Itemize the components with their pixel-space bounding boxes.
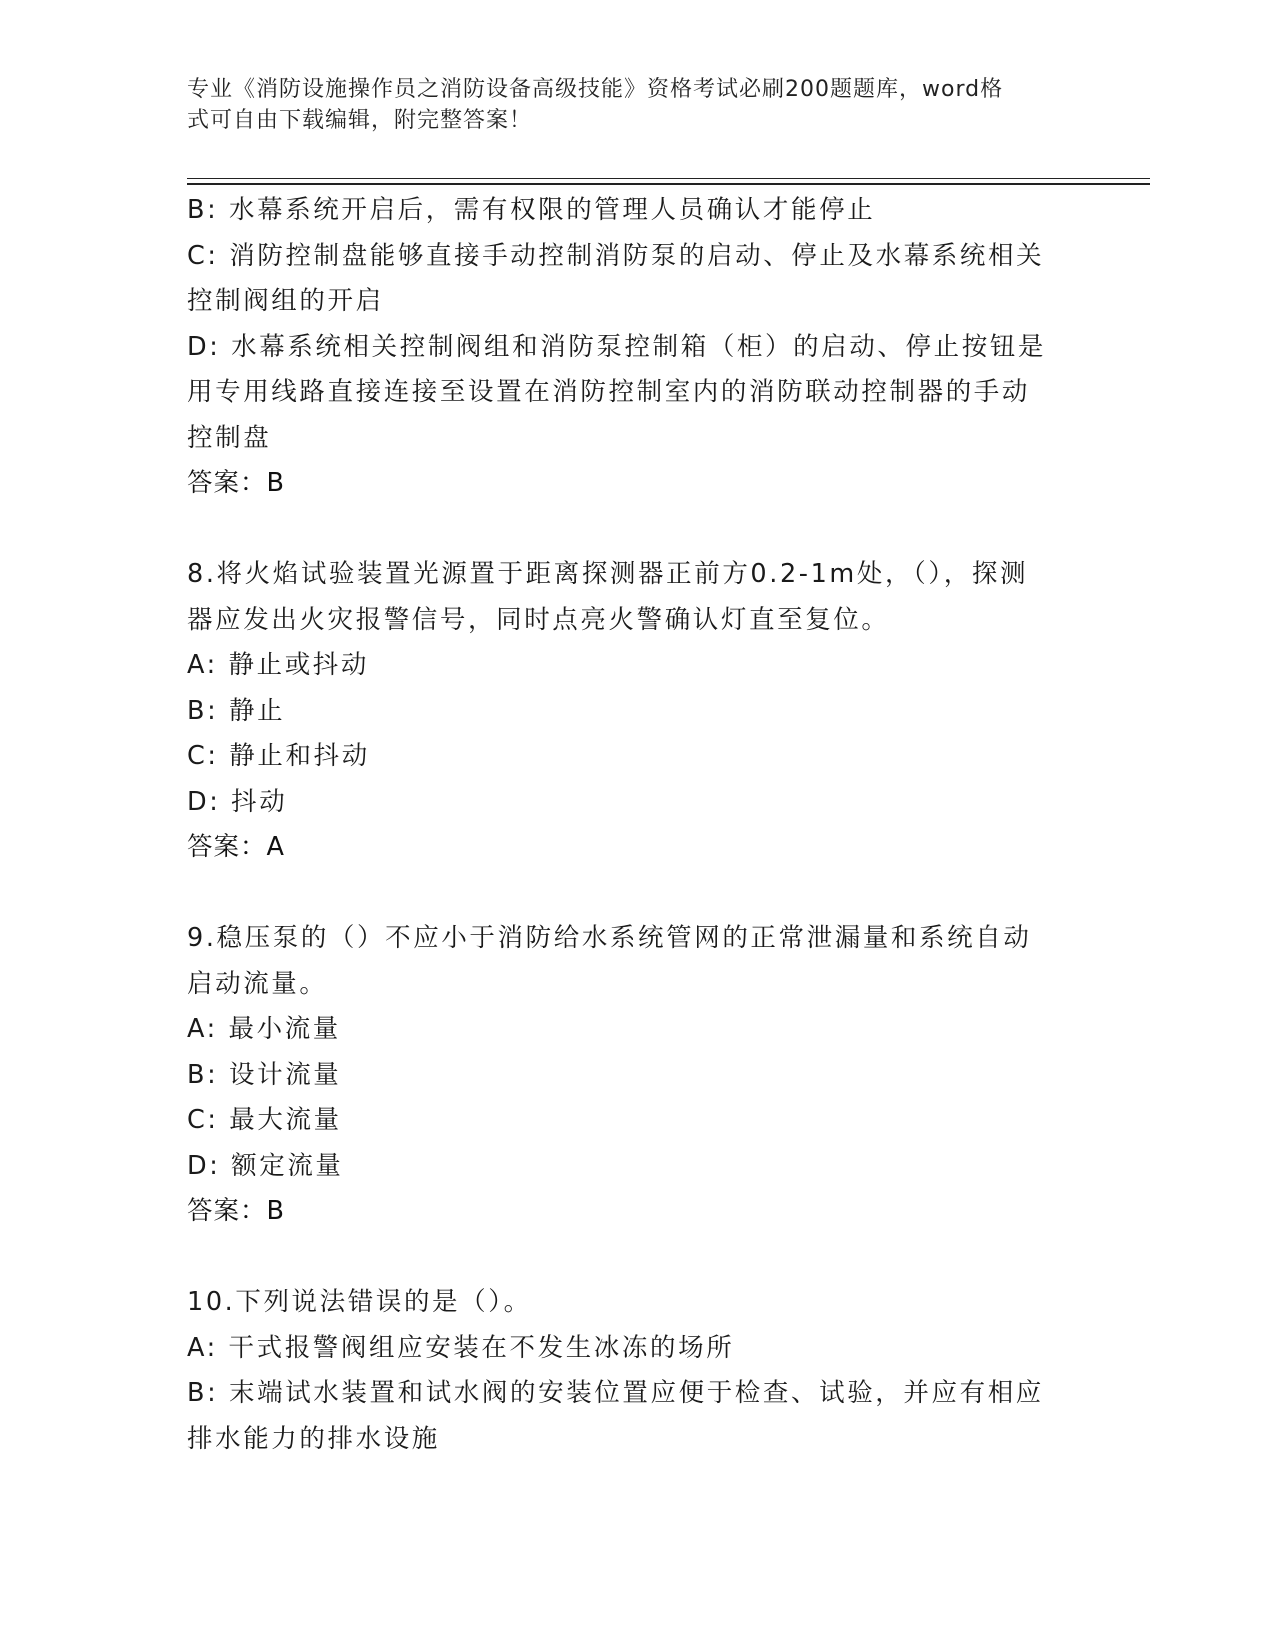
q9-answer: 答案：B xyxy=(187,1196,285,1226)
q8-option-b: B: 静止 xyxy=(187,695,286,726)
q10-option-b-line-1: B: 末端试水装置和试水阀的安装位置应便于检查、试验，并应有相应 xyxy=(187,1378,1044,1408)
q7-answer: 答案：B xyxy=(187,468,285,498)
question-8 xyxy=(187,552,1077,871)
header-line-2: 式可自由下载编辑，附完整答案！ xyxy=(187,108,533,133)
q9-stem-line-2: 启动流量。 xyxy=(187,968,328,999)
question-9 xyxy=(187,916,1077,1235)
q10-stem: 10.下列说法错误的是（）。 xyxy=(187,1287,532,1317)
q8-option-a: A: 静止或抖动 xyxy=(187,650,369,680)
question-spacer xyxy=(187,871,1077,917)
document-body xyxy=(187,188,1077,1462)
q7-option-b: B: 水幕系统开启后，需有权限的管理人员确认才能停止 xyxy=(187,195,876,225)
q8-stem-line-2: 器应发出火灾报警信号，同时点亮火警确认灯直至复位。 xyxy=(187,604,890,635)
q8-option-d: D: 抖动 xyxy=(187,786,288,817)
q9-stem-line-1: 9.稳压泵的（）不应小于消防给水系统管网的正常泄漏量和系统自动 xyxy=(187,923,1032,953)
document-header xyxy=(187,74,1067,136)
q9-option-b: B: 设计流量 xyxy=(187,1059,342,1090)
q7-option-d-line-3: 控制盘 xyxy=(187,422,272,453)
header-divider-thick xyxy=(187,183,1150,185)
q7-option-c-line-1: C: 消防控制盘能够直接手动控制消防泵的启动、停止及水幕系统相关 xyxy=(187,240,1045,271)
q10-option-b-line-2: 排水能力的排水设施 xyxy=(187,1423,440,1454)
header-line-1: 专业《消防设施操作员之消防设备高级技能》资格考试必刷200题题库，word格 xyxy=(187,77,1004,102)
q8-stem-line-1: 8.将火焰试验装置光源置于距离探测器正前方0.2-1m处，（），探测 xyxy=(187,559,1029,589)
q9-option-c: C: 最大流量 xyxy=(187,1105,342,1135)
question-7-fragment xyxy=(187,188,1077,507)
q9-option-d: D: 额定流量 xyxy=(187,1150,344,1181)
q7-option-d-line-2: 用专用线路直接连接至设置在消防控制室内的消防联动控制器的手动 xyxy=(187,377,1031,407)
header-divider-thin xyxy=(187,178,1150,179)
q7-option-c-line-2: 控制阀组的开启 xyxy=(187,286,384,316)
q10-option-a: A: 干式报警阀组应安装在不发生冰冻的场所 xyxy=(187,1332,735,1363)
question-10 xyxy=(187,1280,1077,1462)
q8-answer: 答案：A xyxy=(187,832,285,862)
q7-option-d-line-1: D: 水幕系统相关控制阀组和消防泵控制箱（柜）的启动、停止按钮是 xyxy=(187,331,1047,362)
q8-option-c: C: 静止和抖动 xyxy=(187,741,370,771)
q9-option-a: A: 最小流量 xyxy=(187,1014,341,1044)
question-spacer xyxy=(187,507,1077,553)
question-spacer xyxy=(187,1235,1077,1281)
